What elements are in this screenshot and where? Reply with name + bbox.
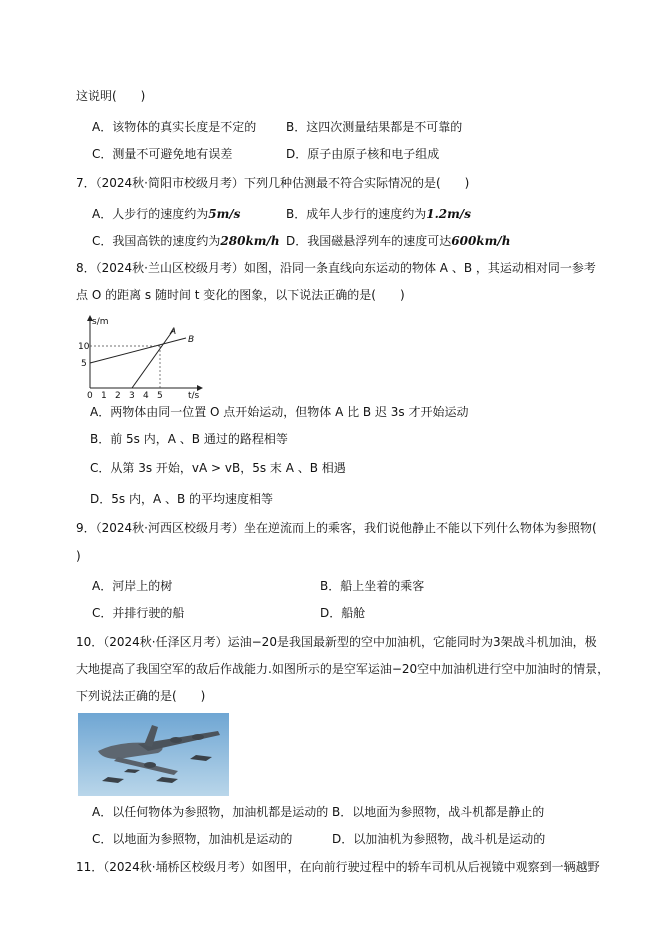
q10-option-b: B．以地面为参照物，战斗机都是静止的 [332,805,545,819]
q9-stem-line2: ) [76,549,81,563]
graph-x-tick-5: 5 [157,391,163,399]
q8-option-a: A．两物体由同一位置 O 点开始运动，但物体 A 比 B 迟 3s 才开始运动 [90,405,469,419]
graph-line-a-label: A [170,327,177,337]
q10-stem-line3: 下列说法正确的是( ) [76,689,206,703]
graph-x-label: t/s [188,391,200,399]
q7-option-c: C．我国高铁的速度约为280km/h [92,234,280,248]
q7-option-a: A．人步行的速度约为5m/s [92,207,241,221]
refueling-aircraft-photo [78,713,229,796]
q8-option-c: C．从第 3s 开始，vA > vB，5s 末 A 、B 相遇 [90,461,346,475]
graph-y-tick-10: 10 [78,342,90,352]
intro-line: 这说明( ) [76,89,146,103]
q7-option-d: D．我国磁悬浮列车的速度可达600km/h [286,234,511,248]
graph-x-tick-3: 3 [129,391,135,399]
q10-option-d: D．以加油机为参照物，战斗机是运动的 [332,832,546,846]
graph-y-tick-5: 5 [81,359,87,369]
q8-stem-line2: 点 O 的距离 s 随时间 t 变化的图象，以下说法正确的是( ) [76,288,405,302]
q9-option-a: A．河岸上的树 [92,579,173,593]
q10-option-c: C．以地面为参照物，加油机是运动的 [92,832,293,846]
q11-stem-line1: 11．（2024秋·埇桥区校级月考）如图甲，在向前行驶过程中的轿车司机从后视镜中观察到一辆越野 [76,860,600,874]
q9-option-d: D．船舱 [320,606,366,620]
q8-option-b: B．前 5s 内，A 、B 通过的路程相等 [90,432,288,446]
prev-option-c: C．测量不可避免地有误差 [92,147,233,161]
q10-option-a: A．以任何物体为参照物，加油机都是运动的 [92,805,329,819]
graph-x-tick-1: 1 [101,391,107,399]
graph-y-label: s/m [92,317,109,327]
graph-x-tick-0: 0 [87,391,93,399]
q10-stem-line1: 10．（2024秋·任泽区月考）运油−20是我国最新型的空中加油机，它能同时为3架战斗机加油，极 [76,635,597,649]
q7-stem: 7．（2024秋·简阳市校级月考）下列几种估测最不符合实际情况的是( ) [76,176,470,190]
graph-x-tick-4: 4 [143,391,149,399]
prev-option-a: A．该物体的真实长度是不定的 [92,120,257,134]
q8-st-graph [76,314,206,399]
q9-option-c: C．并排行驶的船 [92,606,185,620]
graph-line-b-label: B [188,335,195,345]
q8-option-d: D．5s 内，A 、B 的平均速度相等 [90,492,274,506]
q9-stem-line1: 9．（2024秋·河西区校级月考）坐在逆流而上的乘客，我们说他静止不能以下列什么物体为参照物( [76,521,597,535]
prev-option-d: D．原子由原子核和电子组成 [286,147,440,161]
q10-stem-line2: 大地提高了我国空军的敌后作战能力.如图所示的是空军运油−20空中加油机进行空中加油时的情景， [76,662,610,676]
prev-option-b: B．这四次测量结果都是不可靠的 [286,120,463,134]
q9-option-b: B．船上坐着的乘客 [320,579,425,593]
q8-stem-line1: 8．（2024秋·兰山区校级月考）如图，沿同一条直线向东运动的物体 A 、B ，其运动相对同一参考 [76,261,596,275]
graph-x-tick-2: 2 [115,391,121,399]
q7-option-b: B．成年人步行的速度约为1.2m/s [286,207,471,221]
